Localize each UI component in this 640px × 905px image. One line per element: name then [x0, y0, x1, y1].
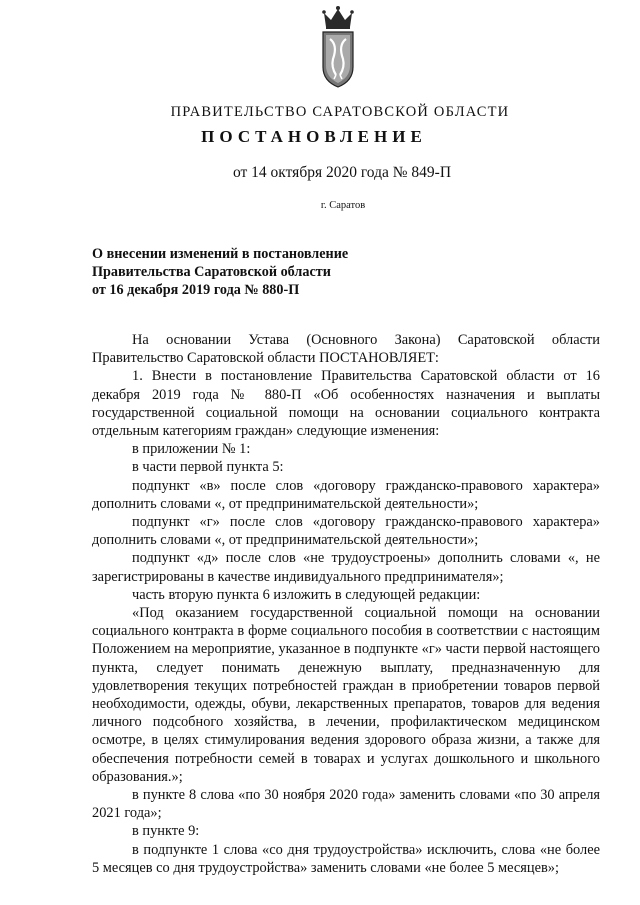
document-type: ПОСТАНОВЛЕНИЕ [201, 127, 427, 146]
body-paragraph: в приложении № 1: [132, 441, 251, 458]
body-paragraph: в части первой пункта 5: [132, 459, 284, 476]
body-paragraph: подпункт «г» после слов «договору гражданско-правового характера» дополнить словами «, от предпринимательской деятельности»; [92, 514, 600, 549]
body-paragraph: в подпункте 1 слова «со дня трудоустройства» исключить, слова «не более 5 месяцев со дня трудоустройства» заменить словами «не более 5 месяцев»; [92, 841, 600, 876]
body-paragraph: На основании Устава (Основного Закона) Саратовской области Правительство Саратовской области ПОСТАНОВЛЯЕТ: [92, 332, 600, 367]
document-date-number: от 14 октября 2020 года № 849-П [232, 164, 452, 181]
coat-of-arms-emblem [318, 5, 358, 89]
body-paragraph: в пункте 8 слова «по 30 ноября 2020 года» заменить словами «по 30 апреля 2021 года»; [92, 787, 600, 822]
organization-name: ПРАВИТЕЛЬСТВО САРАТОВСКОЙ ОБЛАСТИ [170, 104, 510, 120]
subject-line: О внесении изменений в постановление [92, 246, 349, 262]
body-paragraph: 1. Внести в постановление Правительства Саратовской области от 16 декабря 2019 года № 880-П «Об особенностях назначения и выплаты государственной социальной помощи на основании социального контракта отдельным категориям граждан» следующие изменения: [92, 368, 600, 440]
body-paragraph: подпункт «д» после слов «не трудоустроены» дополнить словами «, не зарегистрированы в качестве индивидуального предпринимателя»; [92, 550, 600, 585]
document-body [92, 331, 600, 877]
body-paragraph: подпункт «в» после слов «договору гражданско-правового характера» дополнить словами «, от предпринимательской деятельности»; [92, 477, 600, 512]
document-subject [92, 245, 452, 299]
body-paragraph: часть вторую пункта 6 изложить в следующей редакции: [132, 586, 481, 603]
body-paragraph: в пункте 9: [132, 823, 200, 840]
coat-of-arms-icon [318, 5, 358, 89]
subject-line: Правительства Саратовской области [92, 264, 331, 280]
subject-line: от 16 декабря 2019 года № 880-П [92, 282, 300, 298]
document-city: г. Саратов [320, 200, 366, 211]
body-paragraph: «Под оказанием государственной социальной помощи на основании социального контракта в форме социального пособия в соответствии с настоящим Положением на мероприятие, указанное в подпункте «г» части первой настоящего пункта, следует понимать денежную выплату, предназначенную для удовлетворения текущих потребностей граждан в приобретении товаров первой необходимости, одежды, обуви, лекарственных препаратов, товаров для ведения личного подсобного хозяйства, в лечении, профилактическом медицинском осмотре, в целях стимулирования ведения здорового образа жизни, а также для обеспечения потребности семей в товарах и услугах дошкольного и школьного образования.»; [92, 605, 600, 785]
